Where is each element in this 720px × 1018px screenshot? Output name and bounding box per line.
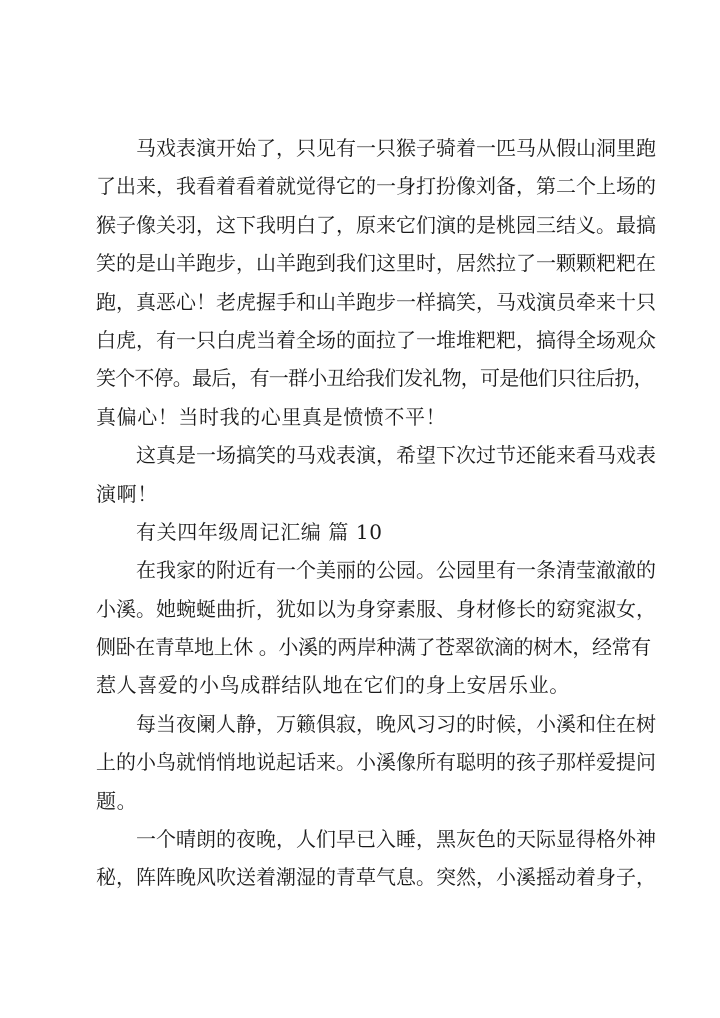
text-line: 上的小鸟就悄悄地说起话来。小溪像所有聪明的孩子那样爱提问	[96, 750, 656, 775]
text-line: 笑的是山羊跑步，山羊跑到我们这里时，居然拉了一颗颗粑粑在	[96, 251, 656, 276]
text-line: 演啊！	[96, 481, 158, 506]
text-line: 惹人喜爱的小鸟成群结队地在它们的身上安居乐业。	[96, 673, 570, 698]
text-line: 真偏心！当时我的心里真是愤愤不平！	[96, 404, 447, 429]
text-line: 跑，真恶心！老虎握手和山羊跑步一样搞笑，马戏演员牵来十只	[96, 289, 656, 314]
text-line: 笑个不停。最后，有一群小丑给我们发礼物，可是他们只往后扔，	[96, 366, 653, 391]
text-line: 白虎，有一只白虎当着全场的面拉了一堆堆粑粑，搞得全场观众	[96, 327, 656, 352]
document-page	[96, 129, 656, 897]
text-line: 猴子像关羽，这下我明白了，原来它们演的是桃园三结义。最搞	[96, 212, 656, 237]
text-line: 这真是一场搞笑的马戏表演，希望下次过节还能来看马戏表	[136, 443, 656, 468]
text-line: 在我家的附近有一个美丽的公园。公园里有一条清莹澈澈的	[136, 558, 656, 583]
text-line: 题。	[96, 788, 138, 813]
text-line: 马戏表演开始了，只见有一只猴子骑着一匹马从假山洞里跑	[136, 136, 656, 160]
text-line: 每当夜阑人静，万籁俱寂，晚风习习的时候，小溪和住在树	[136, 711, 656, 736]
section-heading: 有关四年级周记汇编 篇 10	[136, 519, 383, 544]
text-line: 了出来，我看着看着就觉得它的一身打扮像刘备，第二个上场的	[96, 174, 656, 199]
text-line: 秘，阵阵晚风吹送着潮湿的青草气息。突然，小溪摇动着身子，	[96, 865, 656, 890]
text-line: 一个晴朗的夜晚，人们早已入睡，黑灰色的天际显得格外神	[136, 827, 656, 852]
text-line: 侧卧在青草地上休 。小溪的两岸种满了苍翠欲滴的树木，经常有	[96, 635, 651, 660]
text-line: 小溪。她蜿蜒曲折，犹如以为身穿素服、身材修长的窈窕淑女，	[96, 596, 656, 621]
